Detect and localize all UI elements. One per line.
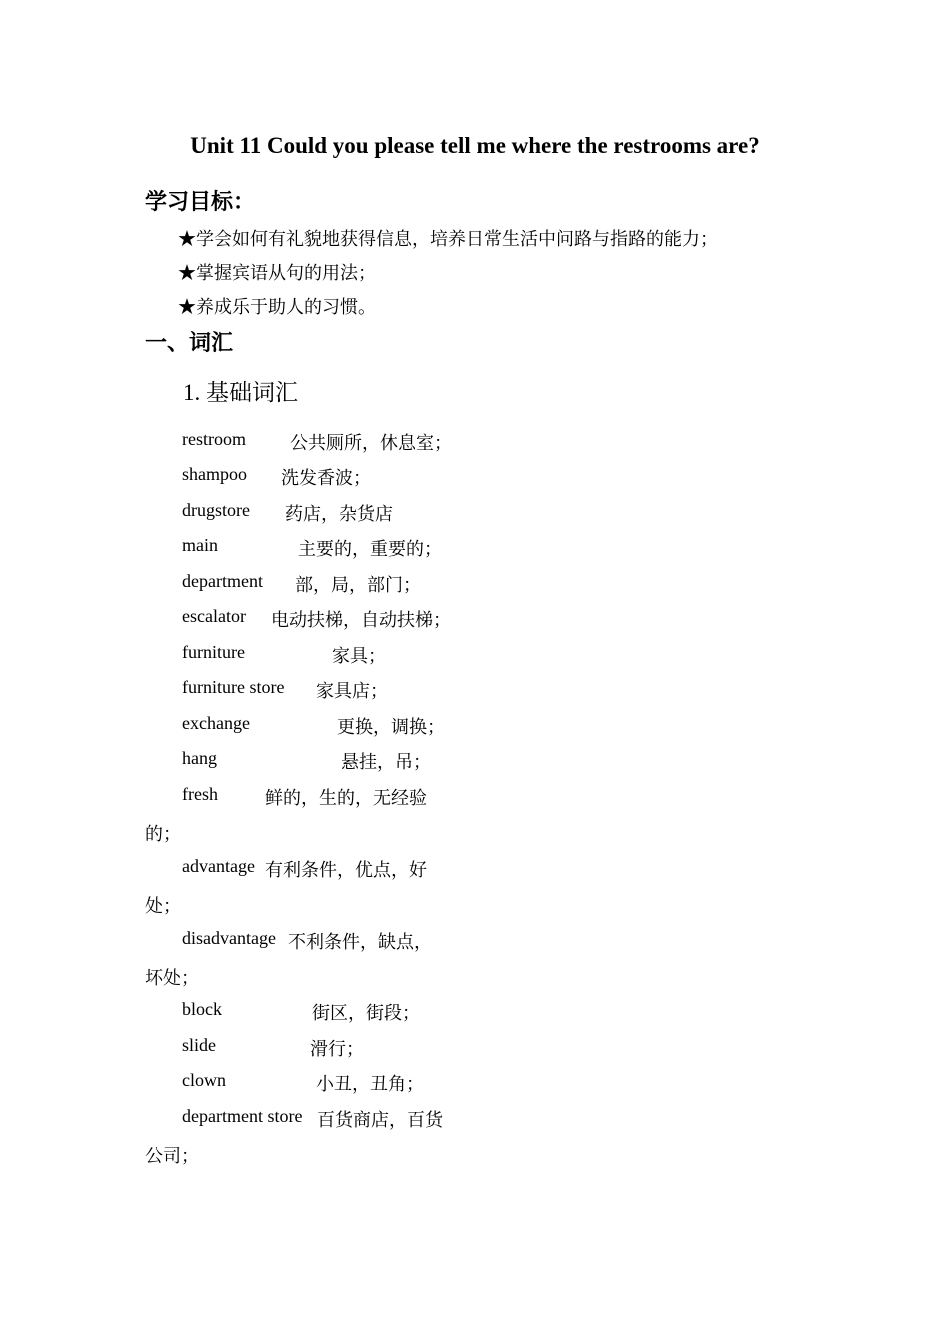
vocab-meaning-continued: 坏处； [145,968,199,988]
vocab-word: department [182,571,263,591]
subsection-heading-basic-vocabulary: 1. 基础词汇 [183,380,298,405]
objective-item: ★学会如何有礼貌地获得信息，培养日常生活中问路与指路的能力； [178,229,718,249]
vocab-word: slide [182,1035,216,1055]
vocab-meaning: 家具店； [316,681,388,701]
vocab-word: clown [182,1070,226,1090]
vocab-word: drugstore [182,500,250,520]
vocab-word: furniture store [182,677,285,697]
vocab-meaning-continued: 的； [145,824,181,844]
vocab-word: hang [182,748,217,768]
vocab-word: advantage [182,856,255,876]
vocab-meaning-continued: 处； [145,896,181,916]
vocab-word: restroom [182,429,246,449]
vocab-meaning: 药店，杂货店 [285,504,393,524]
vocab-meaning: 街区，街段； [312,1003,420,1023]
vocab-word: department store [182,1106,303,1126]
vocab-word: furniture [182,642,245,662]
vocab-meaning: 滑行； [310,1039,364,1059]
vocab-meaning: 鲜的，生的，无经验 [265,788,427,808]
vocab-meaning: 电动扶梯，自动扶梯； [271,610,451,630]
vocab-word: block [182,999,222,1019]
vocab-meaning: 家具； [332,646,386,666]
vocab-meaning: 百货商店，百货 [317,1110,443,1130]
objectives-heading: 学习目标： [145,189,256,214]
vocab-meaning: 小丑，丑角； [316,1074,424,1094]
vocab-word: shampoo [182,464,247,484]
vocab-meaning: 主要的，重要的； [298,539,442,559]
section-heading-vocabulary: 一、词汇 [145,330,234,355]
vocab-meaning: 更换，调换； [337,717,445,737]
objective-item: ★掌握宾语从句的用法； [178,263,376,283]
vocab-word: disadvantage [182,928,276,948]
vocab-meaning: 洗发香波； [281,468,371,488]
vocab-word: main [182,535,218,555]
vocab-meaning-continued: 公司； [145,1146,199,1166]
vocab-word: exchange [182,713,250,733]
vocab-meaning: 不利条件，缺点， [288,932,432,952]
vocab-word: fresh [182,784,218,804]
vocab-meaning: 公共厕所，休息室； [290,433,452,453]
vocab-meaning: 有利条件，优点，好 [265,860,427,880]
vocab-meaning: 悬挂，吊； [341,752,431,772]
objective-item: ★养成乐于助人的习惯。 [178,297,376,317]
vocab-word: escalator [182,606,246,626]
page-title: Unit 11 Could you please tell me where the restrooms are? [190,133,760,158]
vocab-meaning: 部，局，部门； [295,575,421,595]
